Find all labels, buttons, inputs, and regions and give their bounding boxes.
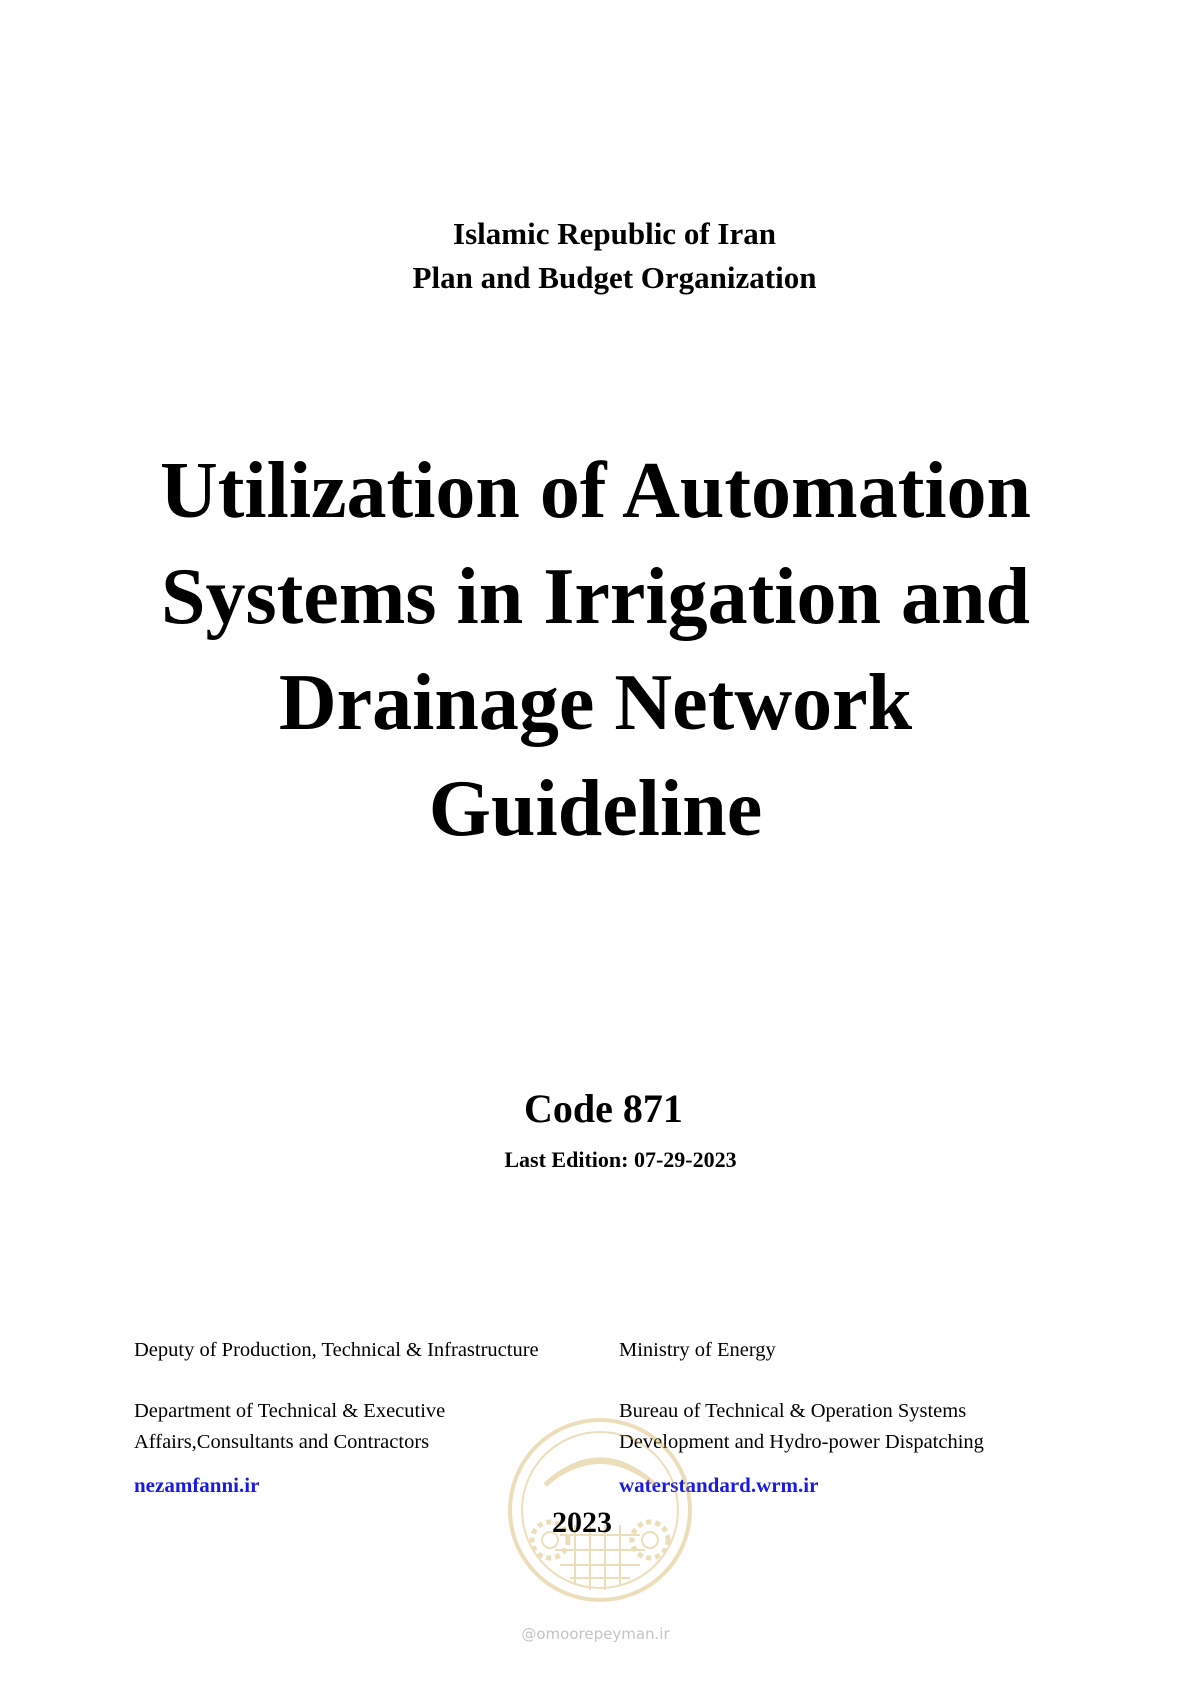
title-line-4: Guideline	[428, 765, 763, 853]
site-watermark: @omoorepeyman.ir	[521, 1625, 670, 1643]
country-name: Islamic Republic of Iran	[453, 216, 776, 251]
title-line-1: Utilization of Automation	[159, 447, 1032, 535]
waterstandard-link[interactable]: waterstandard.wrm.ir	[619, 1473, 819, 1497]
issuing-authority	[0, 212, 1191, 300]
document-code: Code 871	[524, 1086, 683, 1131]
organization-name: Plan and Budget Organization	[412, 260, 817, 295]
last-edition-date: Last Edition: 07-29-2023	[504, 1147, 737, 1172]
publisher-right-column	[619, 1335, 1139, 1501]
document-title	[0, 438, 1191, 862]
title-line-2: Systems in Irrigation and	[161, 553, 1030, 641]
bureau-line-2: Development and Hydro-power Dispatching	[619, 1431, 984, 1453]
publication-year: 2023	[552, 1506, 612, 1539]
department-line-2: Affairs,Consultants and Contractors	[134, 1431, 430, 1453]
deputy-name: Deputy of Production, Technical & Infrastructure	[134, 1339, 539, 1361]
title-line-3: Drainage Network	[278, 659, 913, 747]
nezamfanni-link[interactable]: nezamfanni.ir	[134, 1473, 260, 1497]
department-line-1: Department of Technical & Executive	[134, 1400, 446, 1422]
bureau-line-1: Bureau of Technical & Operation Systems	[619, 1400, 967, 1422]
ministry-name: Ministry of Energy	[619, 1339, 776, 1361]
